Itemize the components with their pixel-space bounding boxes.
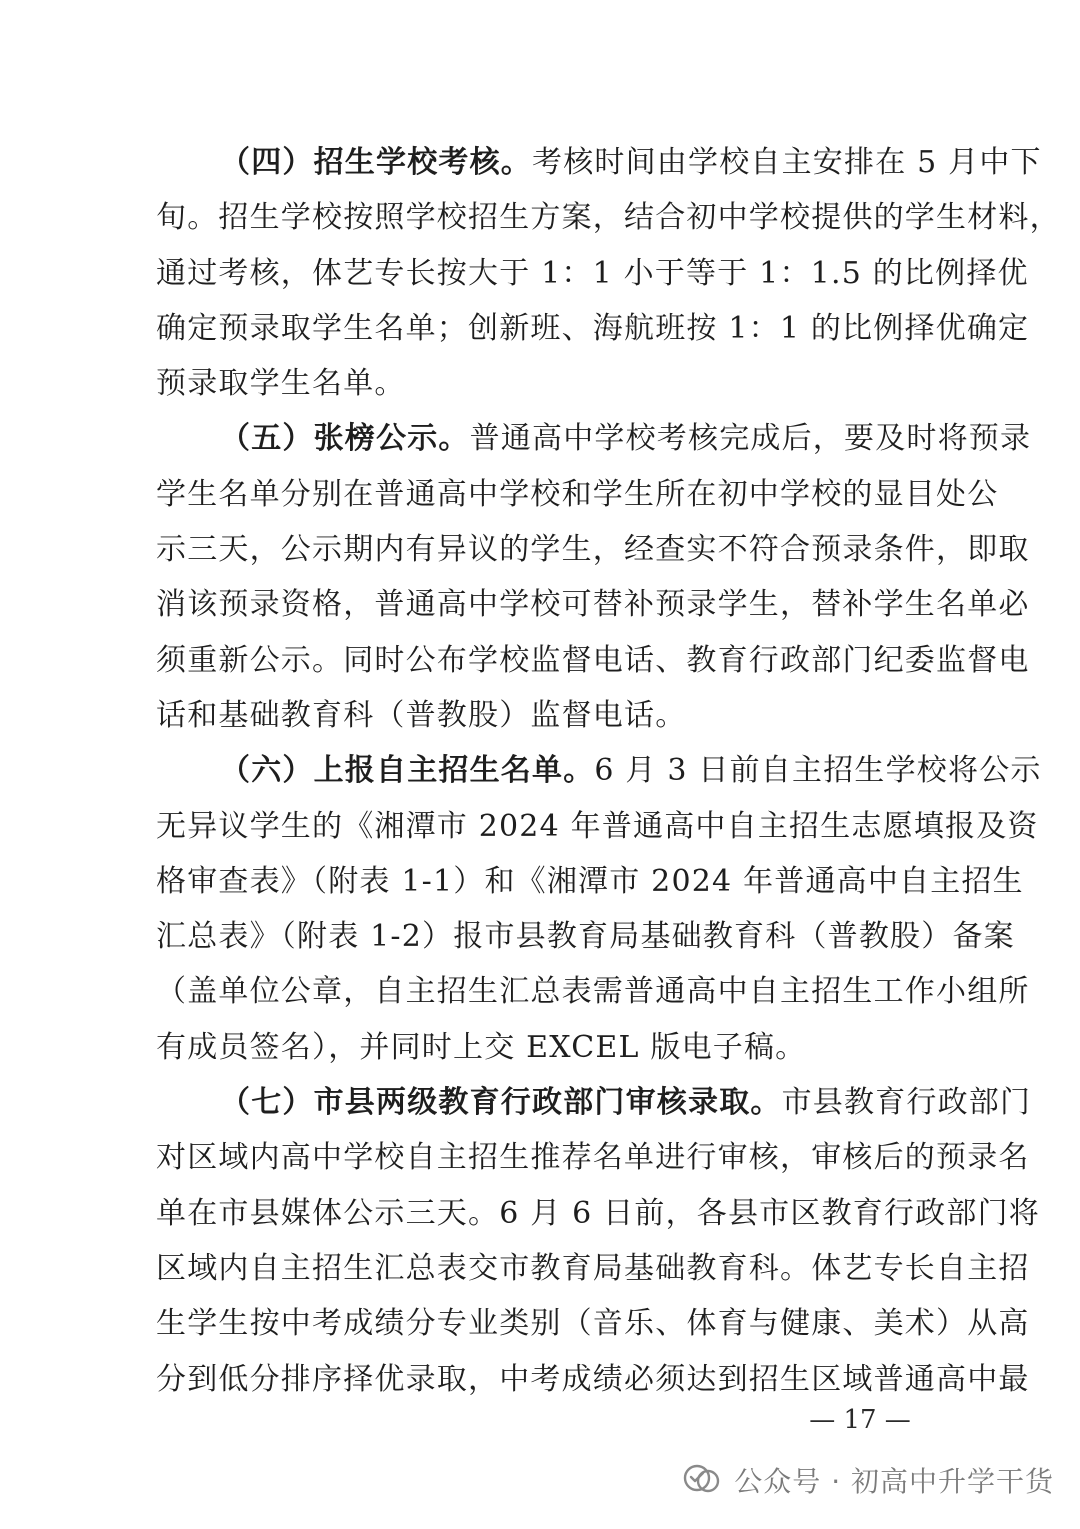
watermark-text: 公众号 · 初高中升学干货 xyxy=(734,1465,1054,1498)
line-text: 话和基础教育科（普教股）监督电话。 xyxy=(156,697,687,733)
paragraph-line xyxy=(156,1296,1030,1351)
paragraph-line xyxy=(156,1130,1030,1185)
line-text: 须重新公示。同时公布学校监督电话、教育行政部门纪委监督电 xyxy=(156,642,1030,678)
line-text: 预录取学生名单。 xyxy=(156,366,406,402)
line-text: 有成员签名），并同时上交 EXCEL 版电子稿。 xyxy=(156,1029,807,1065)
paragraph-line xyxy=(156,964,1030,1019)
line-text: 通过考核，体艺专长按大于 1：1 小于等于 1：1.5 的比例择优 xyxy=(156,255,1029,291)
document-body xyxy=(156,135,1061,1407)
line-text: 格审查表》（附表 1-1）和《湘潭市 2024 年普通高中自主招生 xyxy=(156,863,1024,899)
line-text: 区域内自主招生汇总表交市教育局基础教育科。体艺专长自主招 xyxy=(156,1250,1030,1286)
line-text: 学生名单分别在普通高中学校和学生所在初中学校的显目处公 xyxy=(156,476,999,512)
line-text: 无异议学生的《湘潭市 2024 年普通高中自主招生志愿填报及资 xyxy=(156,808,1039,844)
line-text: 旬。招生学校按照学校招生方案，结合初中学校提供的学生材料， xyxy=(156,200,1061,236)
paragraph-line xyxy=(156,633,1030,688)
section-heading: （六）上报自主招生名单。 xyxy=(220,753,595,789)
watermark xyxy=(682,1458,1054,1502)
line-text: 示三天，公示期内有异议的学生，经查实不符合预录条件，即取 xyxy=(156,532,1030,568)
line-text: 市县教育行政部门 xyxy=(781,1085,1032,1121)
paragraph-line xyxy=(156,1020,951,1075)
line-text: 分到低分排序择优录取，中考成绩必须达到招生区域普通高中最 xyxy=(156,1361,1030,1397)
section-heading: （五）张榜公示。 xyxy=(220,421,470,457)
page-number: — 17 — xyxy=(809,1405,911,1435)
paragraph-line xyxy=(156,1075,1032,1130)
paragraph-line xyxy=(156,190,1061,245)
line-text: 确定预录取学生名单；创新班、海航班按 1：1 的比例择优确定 xyxy=(156,310,1030,346)
paragraph-line xyxy=(156,577,1030,632)
paragraph-line xyxy=(156,522,1030,577)
line-text: 生学生按中考成绩分专业类别（音乐、体育与健康、美术）从高 xyxy=(156,1306,1030,1342)
paragraph-line xyxy=(156,1186,1040,1241)
line-text: 6 月 3 日前自主招生学校将公示 xyxy=(594,753,1042,789)
paragraph-line xyxy=(156,688,951,743)
line-text: 消该预录资格，普通高中学校可替补预录学生，替补学生名单必 xyxy=(156,587,1030,623)
section-heading: （四）招生学校考核。 xyxy=(220,145,532,180)
line-text: 汇总表》（附表 1-2）报市县教育局基础教育科（普教股）备案 xyxy=(156,919,1015,955)
line-text: 单在市县媒体公示三天。6 月 6 日前，各县市区教育行政部门将 xyxy=(156,1195,1040,1231)
paragraph-line xyxy=(156,356,951,411)
paragraph-line xyxy=(156,1352,1030,1407)
paragraph-line xyxy=(156,411,1032,466)
wechat-official-account-icon xyxy=(682,1463,722,1497)
line-text: 对区域内高中学校自主招生推荐名单进行审核，审核后的预录名 xyxy=(156,1140,1030,1176)
paragraph-line xyxy=(156,135,1042,190)
paragraph-line xyxy=(156,854,1024,909)
paragraph-line xyxy=(156,246,1029,301)
line-text: 考核时间由学校自主安排在 5 月中下 xyxy=(532,145,1042,180)
line-text: 普通高中学校考核完成后，要及时将预录 xyxy=(469,421,1032,457)
paragraph-line xyxy=(156,909,1015,964)
section-heading: （七）市县两级教育行政部门审核录取。 xyxy=(220,1085,782,1121)
paragraph-line xyxy=(156,467,999,522)
paragraph-line xyxy=(156,799,1039,854)
line-text: （盖单位公章，自主招生汇总表需普通高中自主招生工作小组所 xyxy=(156,974,1030,1010)
paragraph-line xyxy=(156,743,1042,798)
paragraph-line xyxy=(156,1241,1030,1296)
paragraph-line xyxy=(156,301,1030,356)
